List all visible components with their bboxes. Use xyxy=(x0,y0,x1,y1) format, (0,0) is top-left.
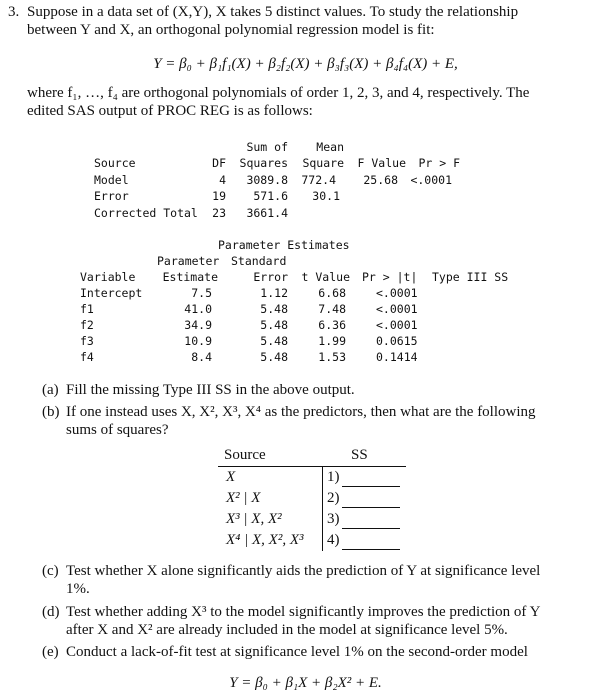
params-title: Parameter Estimates xyxy=(218,238,350,252)
anova-row-ss: 3089.8 xyxy=(246,173,288,187)
params-header-type3ss: Type III SS xyxy=(432,270,509,284)
params-header-tvalue: t Value xyxy=(301,270,350,284)
params-row-stderr: 5.48 xyxy=(260,302,288,316)
part-e-label: (e) xyxy=(42,644,59,660)
ss-column-rule xyxy=(322,467,323,551)
params-header-estimate: Estimate xyxy=(162,270,218,284)
anova-row-ss: 571.6 xyxy=(253,189,288,203)
ss-answer-blank[interactable] xyxy=(342,514,400,533)
params-row-estimate: 8.4 xyxy=(191,350,212,364)
model-equation: Y = β₀ + β₁f₁(X) + β₂f₂(X) + β₃f₃(X) + β₄f₄(X) + E, xyxy=(153,56,458,72)
part-b-label: (b) xyxy=(42,404,60,420)
anova-row-ss: 3661.4 xyxy=(246,206,288,220)
anova-row-p: <.0001 xyxy=(410,173,452,187)
anova-row-df: 23 xyxy=(212,206,226,220)
anova-header-df: DF xyxy=(212,156,226,170)
part-a-text: Fill the missing Type III SS in the above output. xyxy=(66,382,355,398)
params-row-estimate: 10.9 xyxy=(184,334,212,348)
params-header-variable: Variable xyxy=(80,270,136,284)
params-header-parameter: Parameter xyxy=(157,254,220,268)
anova-header-mean: Mean xyxy=(316,140,344,154)
intro-line-1: Suppose in a data set of (X,Y), X takes 5 distinct values. To study the relationship xyxy=(27,4,519,20)
params-row-p: <.0001 xyxy=(376,318,418,332)
params-row-stderr: 5.48 xyxy=(260,350,288,364)
anova-row-ms: 772.4 xyxy=(301,173,336,187)
anova-header-prf: Pr > F xyxy=(418,156,460,170)
params-row-p: <.0001 xyxy=(376,286,418,300)
part-c-text-1: Test whether X alone significantly aids the prediction of Y at significance level xyxy=(66,563,541,579)
ss-row-number: 4) xyxy=(327,532,340,548)
part-d-text-2: after X and X² are already included in the model at significance level 5%. xyxy=(66,622,508,638)
params-row-variable: f1 xyxy=(80,302,94,316)
anova-row-df: 4 xyxy=(219,173,226,187)
part-b-text-2: sums of squares? xyxy=(66,422,169,438)
anova-header-squares: Squares xyxy=(239,156,288,170)
part-e-equation: Y = β₀ + β₁X + β₂X² + E. xyxy=(229,675,382,691)
params-header-error: Error xyxy=(253,270,288,284)
params-row-p: <.0001 xyxy=(376,302,418,316)
anova-row-source: Error xyxy=(94,189,129,203)
params-row-estimate: 41.0 xyxy=(184,302,212,316)
ss-row-source: X³ | X, X² xyxy=(226,511,282,527)
problem-number: 3. xyxy=(8,4,20,20)
params-row-variable: Intercept xyxy=(80,286,143,300)
ss-row-number: 1) xyxy=(327,469,340,485)
ss-answer-blank[interactable] xyxy=(342,535,400,554)
anova-row-source: Model xyxy=(94,173,129,187)
intro-line-2: between Y and X, an orthogonal polynomial regression model is fit: xyxy=(27,22,435,38)
ss-row-source: X⁴ | X, X², X³ xyxy=(226,532,304,548)
params-row-tvalue: 6.36 xyxy=(318,318,346,332)
part-b-text-1: If one instead uses X, X², X³, X⁴ as the predictors, then what are the following xyxy=(66,404,536,420)
params-row-variable: f2 xyxy=(80,318,94,332)
where-line-2: edited SAS output of PROC REG is as follows: xyxy=(27,103,313,119)
params-row-tvalue: 1.53 xyxy=(318,350,346,364)
ss-answer-blank[interactable] xyxy=(342,472,400,491)
ss-row-source: X² | X xyxy=(226,490,261,506)
part-e-text-1: Conduct a lack-of-fit test at significance level 1% on the second-order model xyxy=(66,644,528,660)
params-row-tvalue: 1.99 xyxy=(318,334,346,348)
part-d-text-1: Test whether adding X³ to the model significantly improves the prediction of Y xyxy=(66,604,541,620)
params-row-estimate: 34.9 xyxy=(184,318,212,332)
anova-row-ms: 30.1 xyxy=(312,189,340,203)
where-line-1: where f₁, …, f₄ are orthogonal polynomials of order 1, 2, 3, and 4, respectively. The xyxy=(27,85,530,101)
ss-header-ss: SS xyxy=(351,447,368,463)
params-header-standard: Standard xyxy=(231,254,287,268)
ss-header-rule xyxy=(218,466,406,467)
params-row-variable: f3 xyxy=(80,334,94,348)
ss-header-source: Source xyxy=(224,447,266,463)
params-row-tvalue: 6.68 xyxy=(318,286,346,300)
anova-row-source: Corrected Total xyxy=(94,206,198,220)
ss-row-number: 3) xyxy=(327,511,340,527)
params-row-stderr: 1.12 xyxy=(260,286,288,300)
anova-header-fvalue: F Value xyxy=(357,156,406,170)
part-a-label: (a) xyxy=(42,382,59,398)
params-row-p: 0.0615 xyxy=(376,334,418,348)
part-c-label: (c) xyxy=(42,563,59,579)
params-row-stderr: 5.48 xyxy=(260,318,288,332)
anova-header-square: Square xyxy=(302,156,344,170)
anova-header-source: Source xyxy=(94,156,136,170)
params-row-stderr: 5.48 xyxy=(260,334,288,348)
params-row-tvalue: 7.48 xyxy=(318,302,346,316)
params-header-prt: Pr > |t| xyxy=(362,270,418,284)
params-row-p: 0.1414 xyxy=(376,350,418,364)
ss-answer-blank[interactable] xyxy=(342,493,400,512)
anova-row-df: 19 xyxy=(212,189,226,203)
anova-header-sum: Sum of xyxy=(246,140,288,154)
params-row-estimate: 7.5 xyxy=(191,286,212,300)
part-d-label: (d) xyxy=(42,604,60,620)
anova-row-f: 25.68 xyxy=(363,173,398,187)
params-row-variable: f4 xyxy=(80,350,94,364)
ss-row-source: X xyxy=(226,469,236,485)
part-c-text-2: 1%. xyxy=(66,581,90,597)
ss-row-number: 2) xyxy=(327,490,340,506)
